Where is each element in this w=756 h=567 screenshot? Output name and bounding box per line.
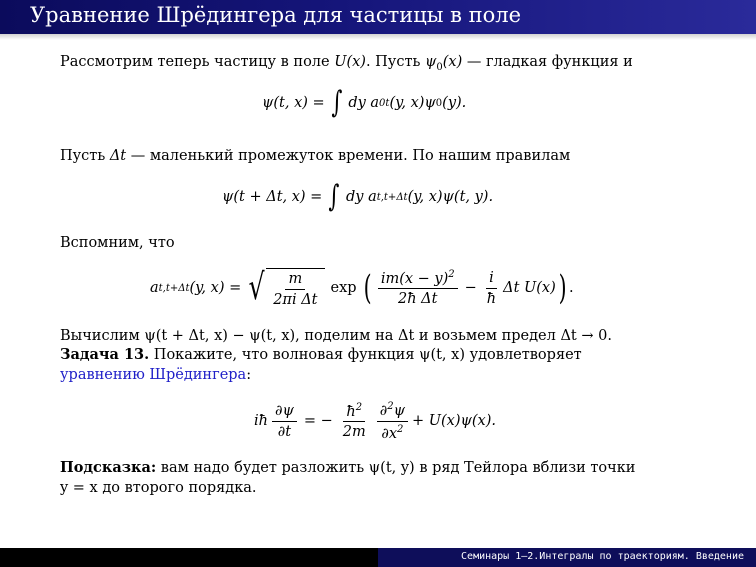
schrodinger-link[interactable]: уравнению Шрёдингера: [60, 367, 247, 383]
fraction-3: [484, 270, 499, 307]
p1-text-b: . Пусть: [365, 54, 425, 70]
eq3-period: .: [569, 280, 574, 296]
frac4-num: ∂ψ: [272, 403, 297, 422]
eq3-lhs2: (y, x) =: [189, 280, 242, 296]
paragraph-3: Вспомним, что: [60, 235, 175, 251]
radical-sign: √: [248, 267, 265, 308]
equation-2: [222, 179, 494, 214]
frac3-num: i: [486, 270, 497, 289]
frac5-num: $ħ^2$: [343, 402, 365, 423]
eq2-rhs2: (y, x)ψ(t, y).: [407, 189, 494, 205]
eq4-lhs: iħ: [254, 413, 268, 429]
equation-1: [262, 85, 467, 120]
frac1-num: m: [285, 271, 305, 290]
p2-dt: Δt: [109, 148, 127, 164]
frac3-den: ħ: [486, 290, 497, 307]
p1-text-c: — гладкая функция и: [462, 54, 633, 70]
paragraph-2: [60, 146, 570, 166]
frac2-den: 2ħ Δt: [397, 291, 438, 308]
p1-psi-sub: 0: [436, 61, 443, 73]
exp-label: exp: [330, 280, 357, 296]
eq1-rhs2: (y, x)ψ: [389, 95, 436, 111]
paragraph-4: Вычислим ψ(t + Δt, x) − ψ(t, x), поделим на Δt и возьмем предел Δt → 0.: [60, 328, 612, 344]
paragraph-5-line-2: [60, 365, 251, 385]
slide-title: Уравнение Шрёдингера для частицы в поле: [30, 3, 522, 27]
task-label: Задача 13.: [60, 346, 150, 363]
eq1-rhs3: (y).: [442, 95, 467, 111]
paragraph-5: [60, 345, 582, 365]
fraction-6: [377, 401, 408, 442]
eq4-equals: = −: [303, 413, 333, 429]
frac6-den: $\partial x^2$: [381, 423, 404, 442]
p1-text-a: Рассмотрим теперь частицу в поле: [60, 54, 335, 70]
left-paren: (: [363, 268, 372, 308]
p5-colon: :: [246, 367, 252, 383]
minus-sign: −: [464, 280, 477, 296]
fraction-4: [272, 403, 297, 440]
eq3-a: a: [150, 280, 159, 296]
integral-sign: ∫: [331, 85, 342, 120]
p1-potential: U(x): [334, 54, 366, 70]
paragraph-6-line-2: y = x до второго порядка.: [60, 480, 257, 496]
sqrt: [245, 268, 324, 308]
fraction-5: [340, 402, 369, 441]
p2-text-a: Пусть: [60, 148, 110, 164]
frac4-den: ∂t: [277, 423, 292, 440]
p2-text-b: — маленький промежуток времени. По нашим правилам: [126, 148, 571, 164]
frac1-den: 2πi Δt: [273, 292, 318, 308]
frac6-num: ∂$^2$ψ: [377, 401, 408, 422]
p1-psi-arg: (x): [442, 54, 463, 70]
eq4-tail: + U(x)ψ(x).: [412, 413, 496, 429]
eq1-sub2: 0: [435, 97, 443, 109]
frac2-num: $im(x - y)^2$: [378, 269, 458, 290]
equation-3: [150, 264, 574, 312]
eq1-sub: 0t: [379, 97, 390, 109]
eq1-rhs: dy a: [348, 95, 380, 111]
title-bar-shadow: [0, 34, 756, 40]
p5-text: Покажите, что волновая функция ψ(t, x) удовлетворяет: [149, 347, 582, 363]
integral-sign: ∫: [328, 179, 340, 214]
eq3-tail: Δt U(x): [503, 280, 556, 296]
eq1-lhs: ψ(t, x) =: [262, 95, 325, 111]
fraction-2: [378, 269, 458, 308]
eq2-rhs: dy a: [345, 189, 377, 205]
eq2-sub: t,t+Δt: [376, 191, 408, 203]
paragraph-1: [60, 52, 633, 78]
paragraph-6: [60, 458, 635, 478]
eq2-lhs: ψ(t + Δt, x) =: [222, 189, 323, 205]
hint-label: Подсказка:: [60, 459, 157, 476]
p6-text-a: вам надо будет разложить ψ(t, y) в ряд Тейлора вблизи точки: [156, 460, 636, 476]
right-paren: ): [558, 268, 567, 308]
equation-4: [254, 398, 496, 444]
fraction-1: [270, 271, 320, 308]
footer-text: Семинары 1–2.Интегралы по траекториям. Введение: [461, 551, 744, 562]
p1-psi: ψ: [424, 54, 437, 70]
frac5-den: 2m: [342, 424, 366, 441]
eq3-sub: t,t+Δt: [158, 282, 190, 294]
